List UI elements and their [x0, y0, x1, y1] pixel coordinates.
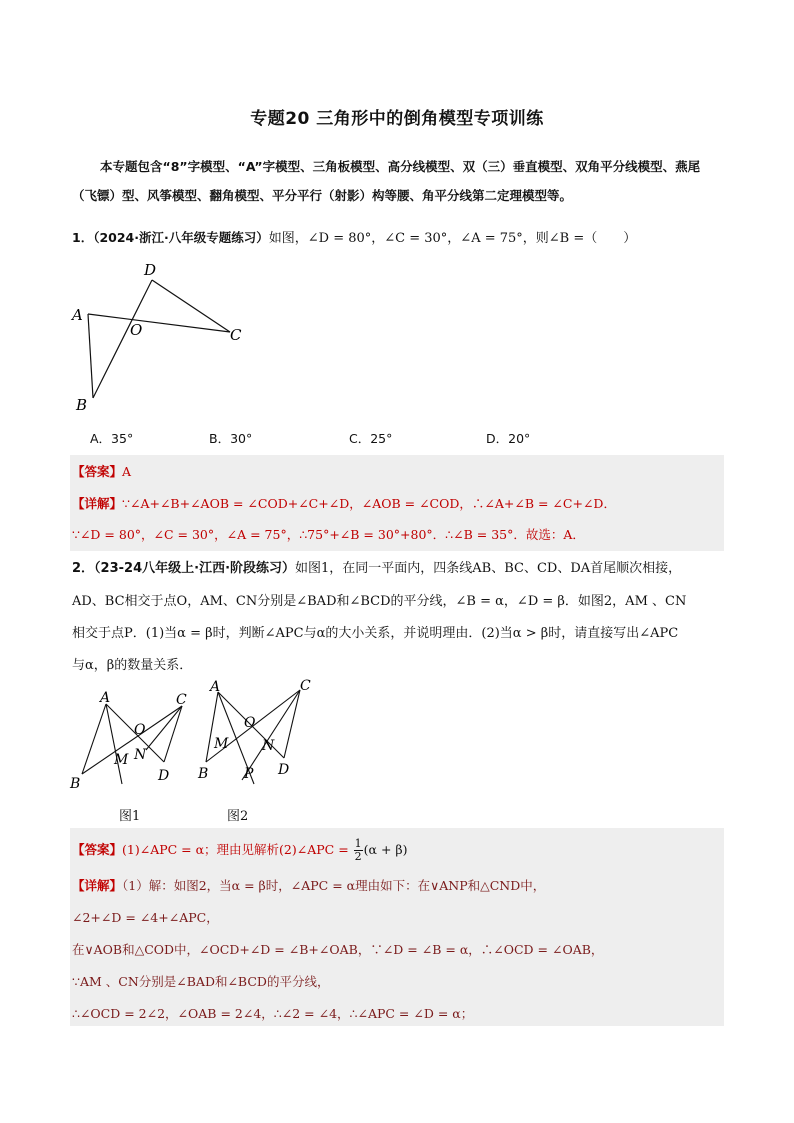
page-title: 专题20 三角形中的倒角模型专项训练 [250, 109, 544, 129]
option-b: B．30° [209, 431, 253, 446]
fig1-label-a: A [100, 690, 111, 706]
question-1-stem [72, 222, 724, 255]
question-2-line-2: AD、BC相交于点O，AM、CN分别是∠BAD和∠BCD的平分线，∠B = α，∠D = β．如图2，AM 、CN [72, 594, 687, 609]
question-2-detail-line-1 [72, 876, 720, 894]
answer-tag: 【答案】 [72, 842, 123, 857]
question-text: 如图1，在同一平面内，四条线AB、BC、CD、DA首尾顺次相接， [295, 561, 682, 576]
answer-tag: 【答案】 [72, 464, 123, 479]
fig1-label-o: O [134, 722, 146, 738]
fig2-label-n: N [262, 738, 275, 754]
question-2-detail-line-3: 在∨AOB和△COD中，∠OCD+∠D = ∠B+∠OAB，∵∠D = ∠B = α，∴∠OCD = ∠OAB， [72, 942, 604, 957]
point-label-b: B [76, 396, 88, 414]
question-2-detail-line-5: ∴∠OCD = 2∠2，∠OAB = 2∠4，∴∠2 = ∠4，∴∠APC = ∠D = α； [72, 1006, 474, 1021]
answer-value: A [122, 464, 132, 479]
figure-1-caption: 图1 [119, 809, 141, 824]
question-source: （2024·浙江·八年级专题练习） [93, 230, 269, 245]
question-2-figure-1 [66, 684, 196, 794]
fig2-label-o: O [244, 715, 256, 731]
fig2-label-c: C [300, 678, 311, 694]
fig1-label-d: D [158, 768, 170, 784]
fig2-label-d: D [278, 762, 290, 778]
fig1-label-c: C [176, 692, 187, 708]
question-2-figure-2 [192, 674, 328, 794]
fig2-label-p: P [244, 766, 254, 782]
question-2-line-1 [72, 557, 720, 576]
answer-part-2: (α + β) [363, 842, 408, 857]
question-text: 如图，∠D = 80°，∠C = 30°，∠A = 75°，则∠B =（ ） [268, 231, 637, 246]
question-1-answer [72, 462, 720, 480]
question-2-line-4: 与α，β的数量关系． [72, 658, 193, 673]
fig2-label-m: M [214, 736, 229, 752]
detail-text: （1）解：如图2，当α = β时，∠APC = α理由如下：在∨ANP和△CND中， [122, 878, 546, 893]
answer-fraction [354, 838, 363, 863]
question-2-answer [72, 838, 720, 864]
fraction-denominator: 2 [354, 850, 362, 863]
intro-paragraph: 本专题包含“8”字模型、“A”字模型、三角板模型、高分线模型、双（三）垂直模型、双角平分线模型、燕尾（飞镖）型、风筝模型、翻角模型、平分平行（射影）构等腰、角平分线第二定理模型等。 [72, 159, 701, 203]
figure-2-caption: 图2 [227, 809, 249, 824]
question-2-detail-line-4: ∵AM 、CN分别是∠BAD和∠BCD的平分线， [72, 974, 330, 989]
question-number: 2． [72, 561, 95, 576]
point-label-d: D [144, 261, 157, 279]
fraction-numerator: 1 [354, 837, 362, 850]
question-2-detail-line-2: ∠2+∠D = ∠4+∠APC， [72, 910, 219, 925]
fig1-label-m: M [114, 752, 129, 768]
fig1-label-n: N [134, 747, 147, 763]
option-d: D．20° [486, 431, 531, 446]
question-1-detail-line-2: ∵∠D = 80°，∠C = 30°，∠A = 75°，∴75°+∠B = 30°+80°．∴∠B = 35°．故选：A． [72, 527, 585, 542]
detail-tag: 【详解】 [72, 878, 123, 893]
fig2-label-a: A [210, 679, 221, 695]
option-c: C．25° [349, 431, 393, 446]
fig1-label-b: B [70, 776, 81, 792]
question-source: （23-24八年级上·江西·阶段练习） [94, 561, 296, 576]
answer-part-1: (1)∠APC = α；理由见解析(2)∠APC = [122, 842, 353, 857]
point-label-o: O [130, 321, 143, 339]
question-1-detail-line-1 [72, 494, 720, 512]
point-label-a: A [72, 306, 83, 324]
question-2-line-3: 相交于点P．(1)当α = β时，判断∠APC与α的大小关系，并说明理由．(2)当α > β时，请直接写出∠APC [72, 626, 679, 641]
fig2-label-b: B [198, 766, 209, 782]
question-number: 1． [72, 230, 94, 245]
detail-text: ∵∠A+∠B+∠AOB = ∠COD+∠C+∠D，∠AOB = ∠COD，∴∠A+∠B = ∠C+∠D． [122, 496, 616, 511]
detail-tag: 【详解】 [72, 496, 123, 511]
question-1-figure [70, 258, 260, 418]
option-a: A．35° [90, 431, 134, 446]
point-label-c: C [230, 326, 242, 344]
